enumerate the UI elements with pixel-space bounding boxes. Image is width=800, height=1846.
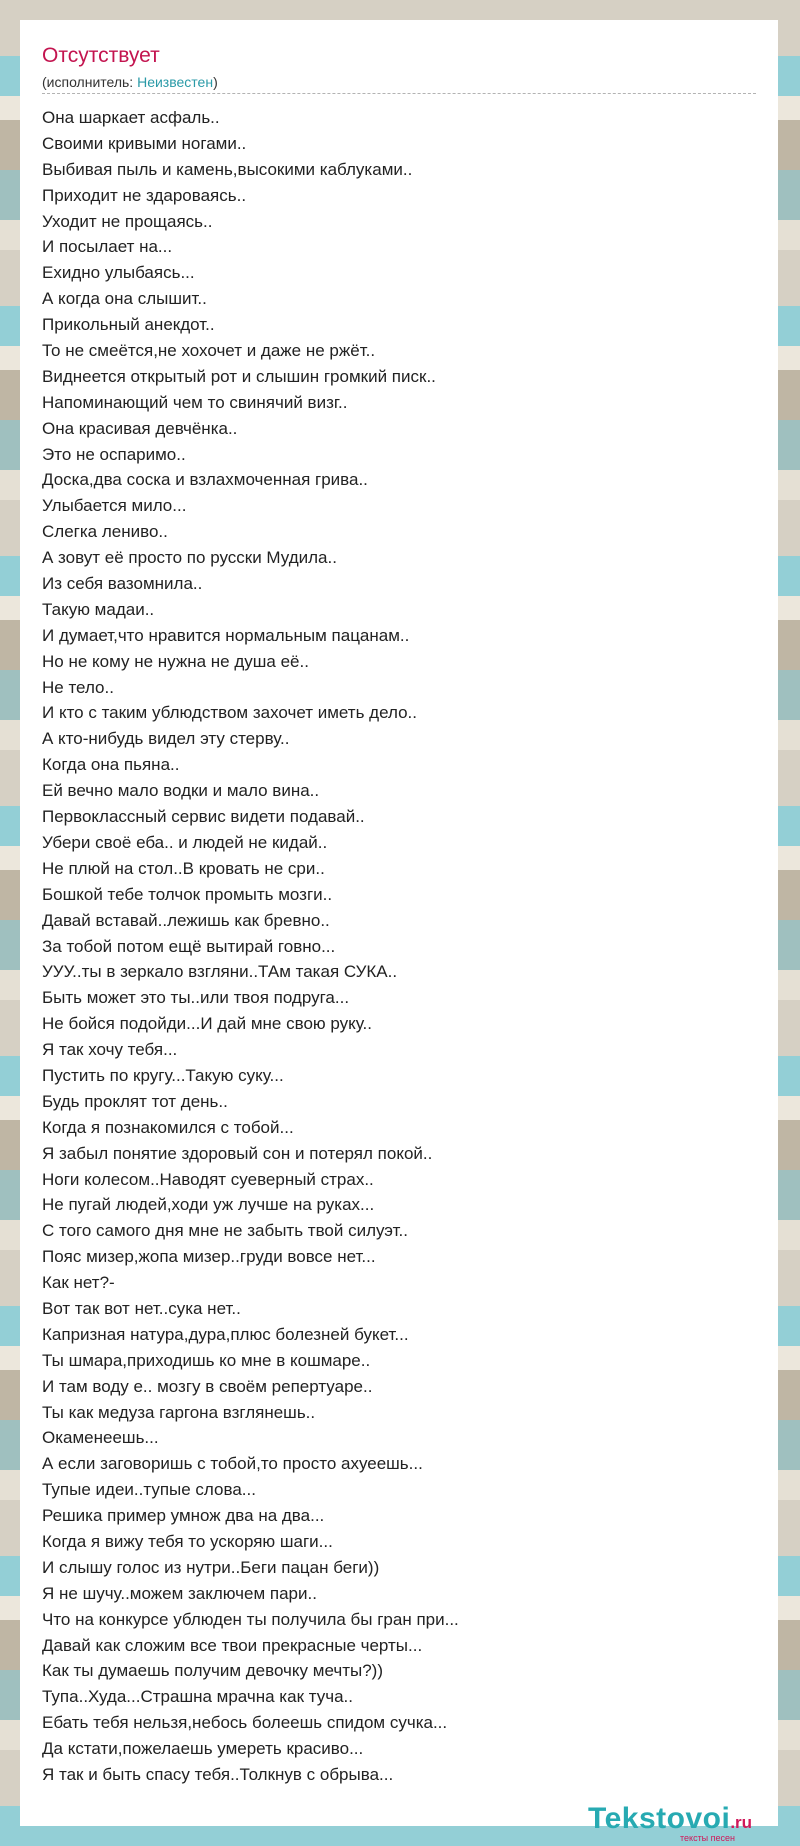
song-title: Отсутствует [42,44,160,67]
lyric-line: Она красивая девчёнка.. [42,418,238,438]
lyric-line: Давай вставай..лежишь как бревно.. [42,910,330,930]
lyric-line: Ебать тебя нельзя,небось болеешь спидом сучка... [42,1713,448,1733]
lyric-line: И там воду е.. мозгу в своём репертуаре.. [42,1376,373,1396]
lyric-line: Это не оспаримо.. [42,444,186,464]
lyric-line: Ей вечно мало водки и мало вина.. [42,781,320,801]
lyric-line: Выбивая пыль и камень,высокими каблуками.. [42,159,413,179]
lyric-line: И слышу голос из нутри..Беги пацан беги)) [42,1557,380,1577]
lyric-line: Когда я познакомился с тобой... [42,1117,294,1137]
lyric-line: Пустить по кругу...Такую суку... [42,1065,284,1085]
lyric-line: И думает,что нравится нормальным пацанам.. [42,625,410,645]
lyric-line: УУУ..ты в зеркало взгляни..ТАм такая СУКА.. [42,962,398,982]
lyric-line: Тупые идеи..тупые слова... [42,1480,256,1500]
lyric-line: Когда я вижу тебя то ускоряю шаги... [42,1531,333,1551]
lyric-line: А когда она слышит.. [42,289,207,309]
lyric-line: То не смеётся,не хохочет и даже не ржёт.. [42,341,376,361]
lyric-line: А если заговоришь с тобой,то просто ахуеешь... [42,1454,423,1474]
lyric-line: Прикольный анекдот.. [42,315,215,335]
lyric-line: Капризная натура,дура,плюс болезней букет... [42,1324,409,1344]
lyric-line: Тупа..Худа...Страшна мрачна как туча.. [42,1687,353,1707]
lyric-line: Приходит не здароваясь.. [42,185,247,205]
lyric-line: Уходит не прощаясь.. [42,211,213,231]
lyric-line: Не тело.. [42,677,114,697]
lyric-line: Вот так вот нет..сука нет.. [42,1298,241,1318]
lyric-line: Пояс мизер,жопа мизер..груди вовсе нет... [42,1247,376,1267]
lyric-line: Когда она пьяна.. [42,755,180,775]
lyric-line: За тобой потом ещё вытирай говно... [42,936,336,956]
lyric-line: Такую мадаи.. [42,599,155,619]
lyric-line: Ты как медуза гаргона взглянешь.. [42,1402,316,1422]
dashed-divider [42,93,756,94]
lyric-line: Давай как сложим все твои прекрасные черты... [42,1635,423,1655]
lyric-line: Как нет?- [42,1273,115,1293]
lyric-line: Убери своё еба.. и людей не кидай.. [42,832,328,852]
lyric-line: Улыбается мило... [42,496,187,516]
lyrics-card [20,20,778,1843]
logo-name: Tekstovoi [588,1802,731,1835]
lyric-line: Ноги колесом..Наводят суеверный страх.. [42,1169,374,1189]
artist-suffix: ) [213,74,218,90]
site-logo[interactable] [588,1802,788,1846]
lyric-line: Ехидно улыбаясь... [42,263,195,283]
lyric-line: Не бойся подойди...И дай мне свою руку.. [42,1014,373,1034]
lyric-line: Первоклассный сервис видети подавай.. [42,807,365,827]
lyric-line: Я так и быть спасу тебя..Толкнув с обрыва... [42,1765,394,1784]
logo-tld: .ru [730,1813,753,1832]
lyric-line: Что на конкурсе ублюден ты получила бы гран при... [42,1609,459,1629]
lyric-line: Доска,два соска и взлахмоченная грива.. [42,470,368,490]
lyric-line: И посылает на... [42,237,173,257]
lyric-line: Решика пример умнож два на два... [42,1506,325,1526]
lyric-line: С того самого дня мне не забыть твой силуэт.. [42,1221,408,1241]
lyric-line: А зовут её просто по русски Мудила.. [42,548,337,568]
lyric-line: Не плюй на стол..В кровать не сри.. [42,858,325,878]
lyric-line: Как ты думаешь получим девочку мечты?)) [42,1661,383,1681]
lyric-line: Быть может это ты..или твоя подруга... [42,988,350,1008]
lyric-line: Не пугай людей,ходи уж лучше на руках... [42,1195,375,1215]
logo-tagline: тексты песен [680,1833,736,1843]
lyric-line: Бошкой тебе толчок промыть мозги.. [42,884,333,904]
artist-link[interactable]: Неизвестен [137,74,214,90]
lyric-line: Слегка лениво.. [42,522,168,542]
lyric-line: Я не шучу..можем заключем пари.. [42,1583,317,1603]
lyric-line: Своими кривыми ногами.. [42,133,247,153]
lyric-line: Ты шмара,приходишь ко мне в кошмаре.. [42,1350,371,1370]
lyric-line: Я так хочу тебя... [42,1040,178,1060]
lyric-line: Окаменеешь... [42,1428,159,1448]
lyric-line: А кто-нибудь видел эту стерву.. [42,729,290,749]
lyric-line: Я забыл понятие здоровый сон и потерял покой.. [42,1143,433,1163]
artist-prefix: (исполнитель: [42,74,138,90]
lyric-line: И кто с таким ублюдством захочет иметь дело.. [42,703,417,723]
lyric-line: Но не кому не нужна не душа её.. [42,651,309,671]
lyric-line: Будь проклят тот день.. [42,1091,228,1111]
lyric-line: Из себя вазомнила.. [42,574,203,594]
artist-line [42,73,756,91]
lyrics-text [42,105,756,1788]
lyric-line: Она шаркает асфаль.. [42,108,220,127]
lyric-line: Да кстати,пожелаешь умереть красиво... [42,1739,364,1759]
lyric-line: Напоминающий чем то свинячий визг.. [42,392,348,412]
lyric-line: Виднеется открытый рот и слышин громкий писк.. [42,366,436,386]
